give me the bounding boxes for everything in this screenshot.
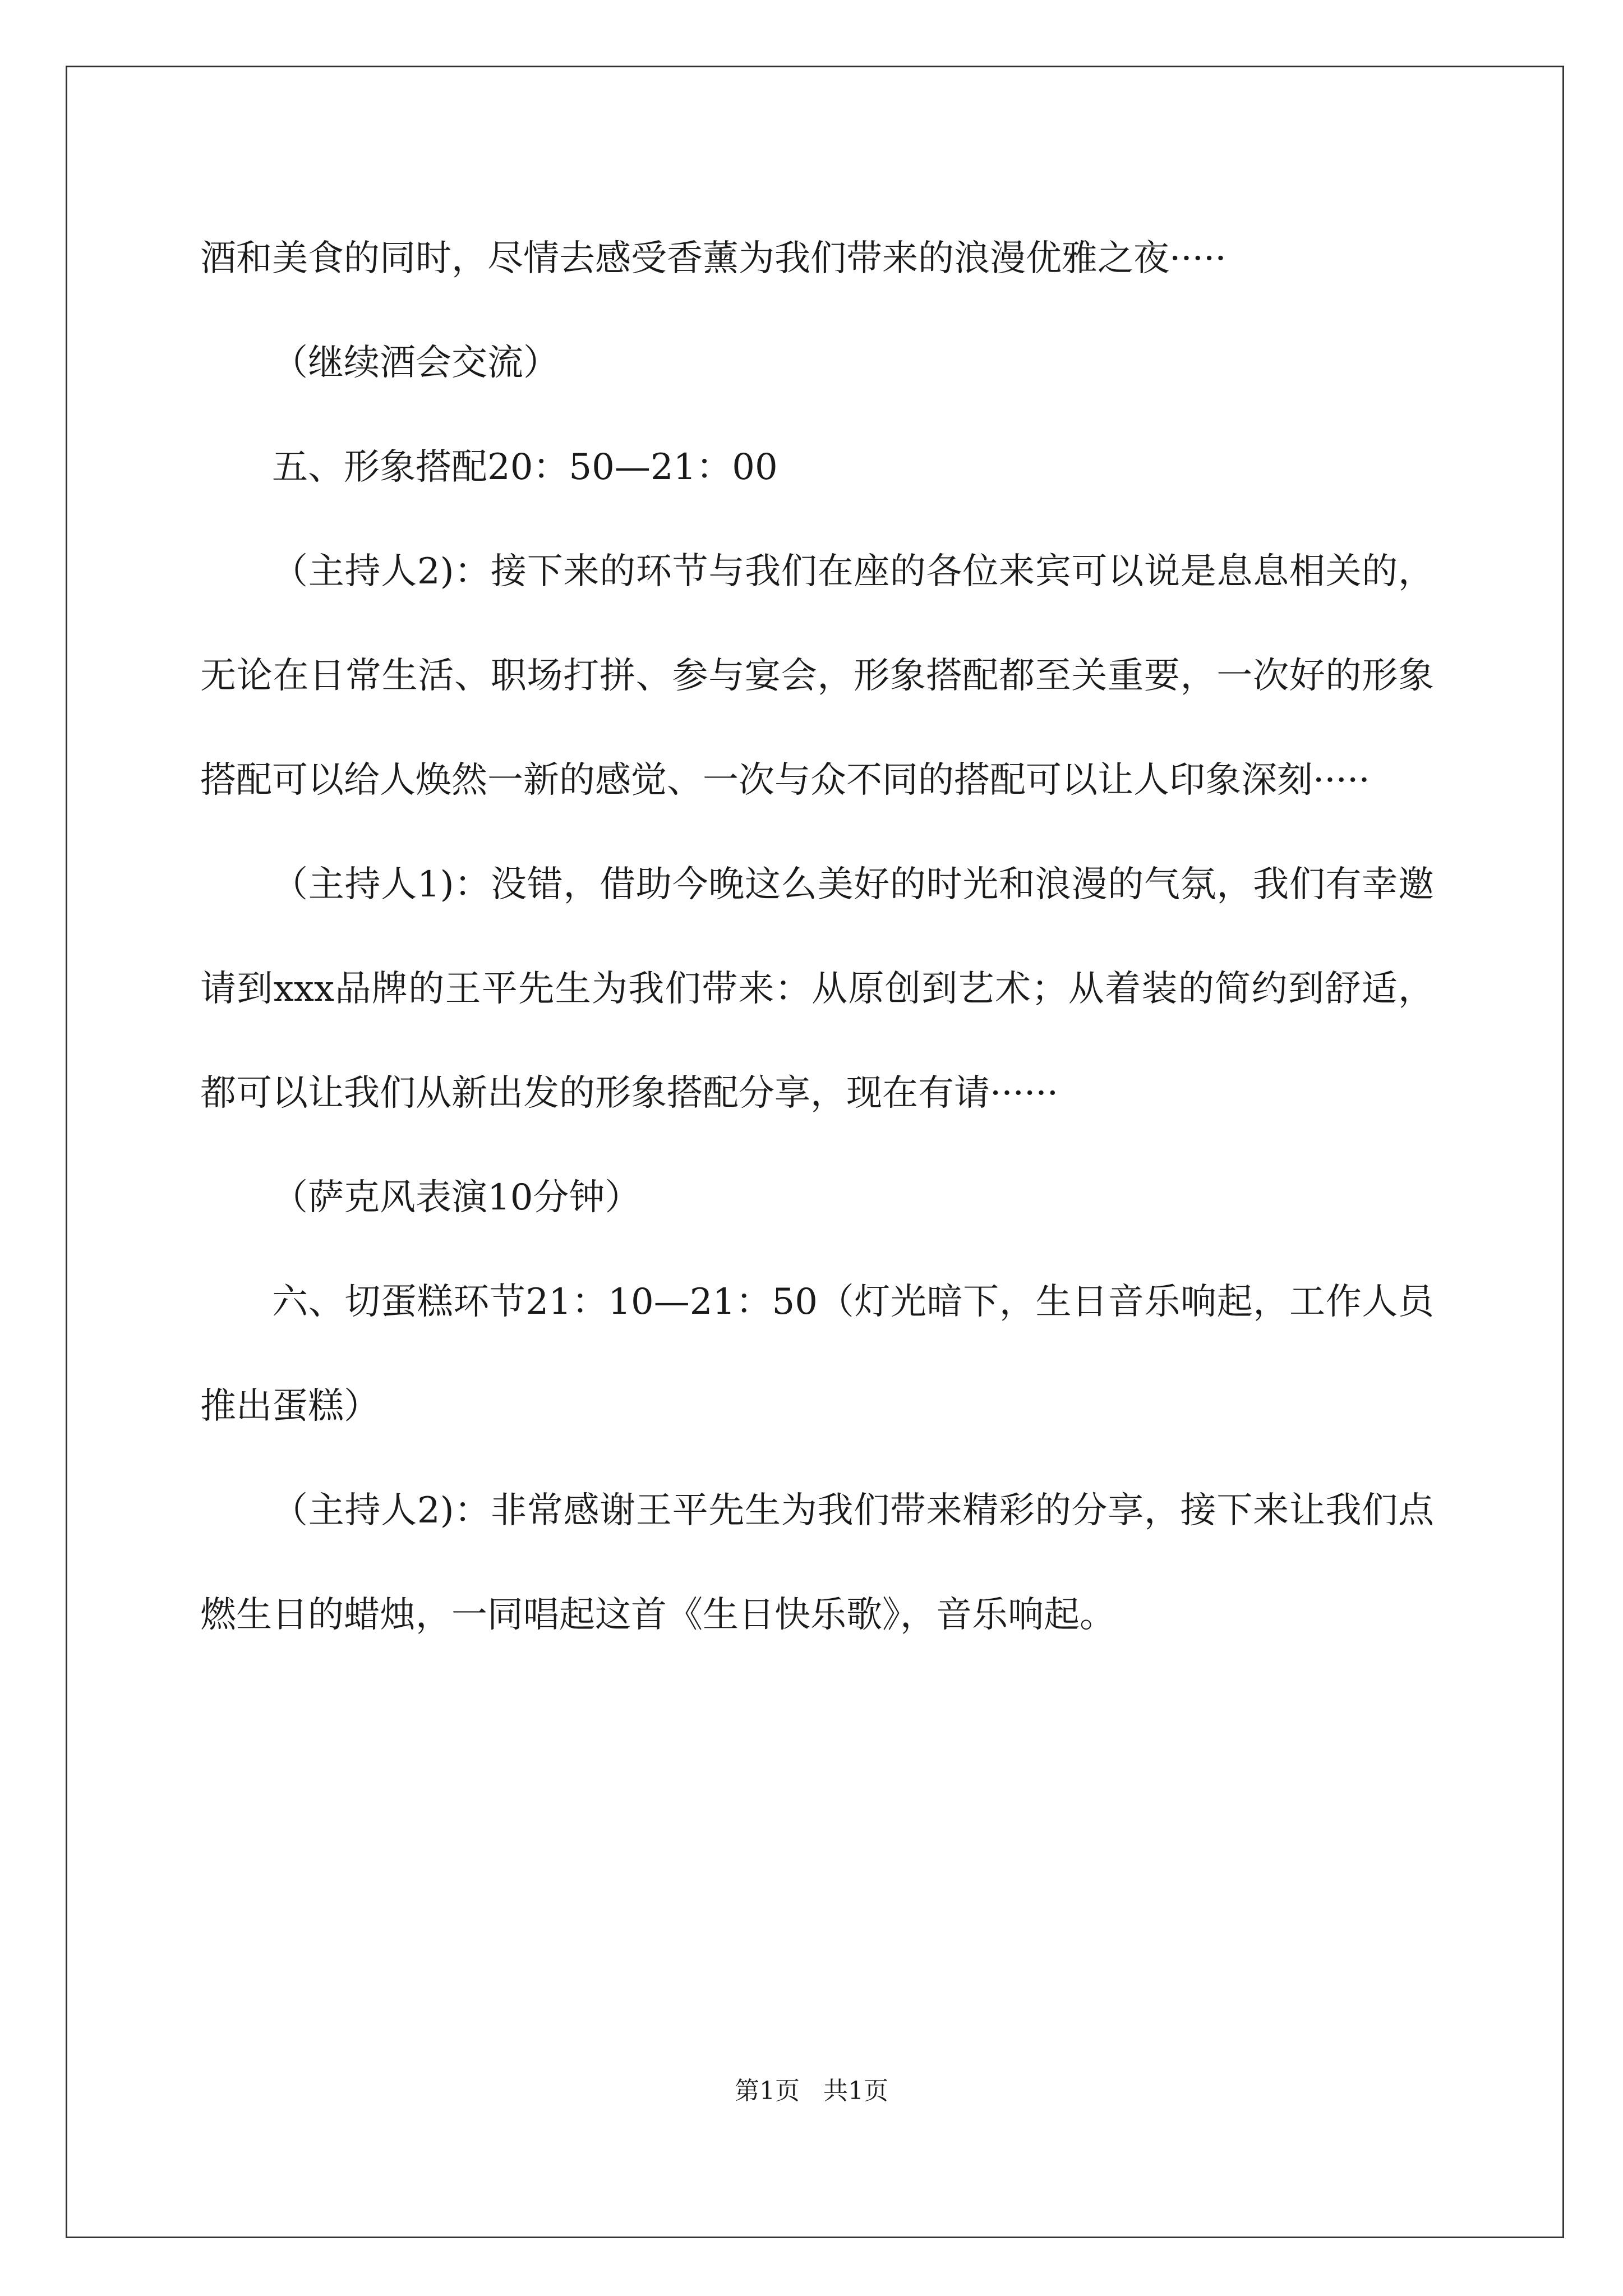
document-body — [200, 206, 1434, 1667]
paragraph-host-1-invite: （主持人1)：没错，借助今晚这么美好的时光和浪漫的气氛，我们有幸邀请到xxx品牌的王平先生为我们带来：从原创到艺术；从着装的简约到舒适，都可以让我们从新出发的形象搭配分享，现在有请······ — [200, 864, 1434, 1114]
paragraph-stage-note: （继续酒会交流） — [272, 342, 559, 384]
paragraph-continuation: 酒和美食的同时，尽情去感受香薰为我们带来的浪漫优雅之夜····· — [200, 238, 1227, 279]
page-total: 共1页 — [823, 2077, 888, 2105]
page-number: 第1页 — [735, 2077, 800, 2105]
section-heading-five: 五、形象搭配20：50—21：00 — [272, 447, 778, 488]
page-footer — [0, 2074, 1623, 2108]
paragraph-host-2-intro: （主持人2)：接下来的环节与我们在座的各位来宾可以说是息息相关的，无论在日常生活、职场打拼、参与宴会，形象搭配都至关重要，一次好的形象搭配可以给人焕然一新的感觉、一次与众不同的搭配可以让人印象深刻····· — [200, 551, 1434, 801]
section-heading-six: 六、切蛋糕环节21：10—21：50（灯光暗下，生日音乐响起，工作人员推出蛋糕） — [200, 1281, 1434, 1427]
paragraph-host-2-cake: （主持人2)：非常感谢王平先生为我们带来精彩的分享，接下来让我们点燃生日的蜡烛，一同唱起这首《生日快乐歌》，音乐响起。 — [200, 1490, 1434, 1636]
paragraph-saxophone-note: （萨克风表演10分钟） — [272, 1177, 641, 1218]
